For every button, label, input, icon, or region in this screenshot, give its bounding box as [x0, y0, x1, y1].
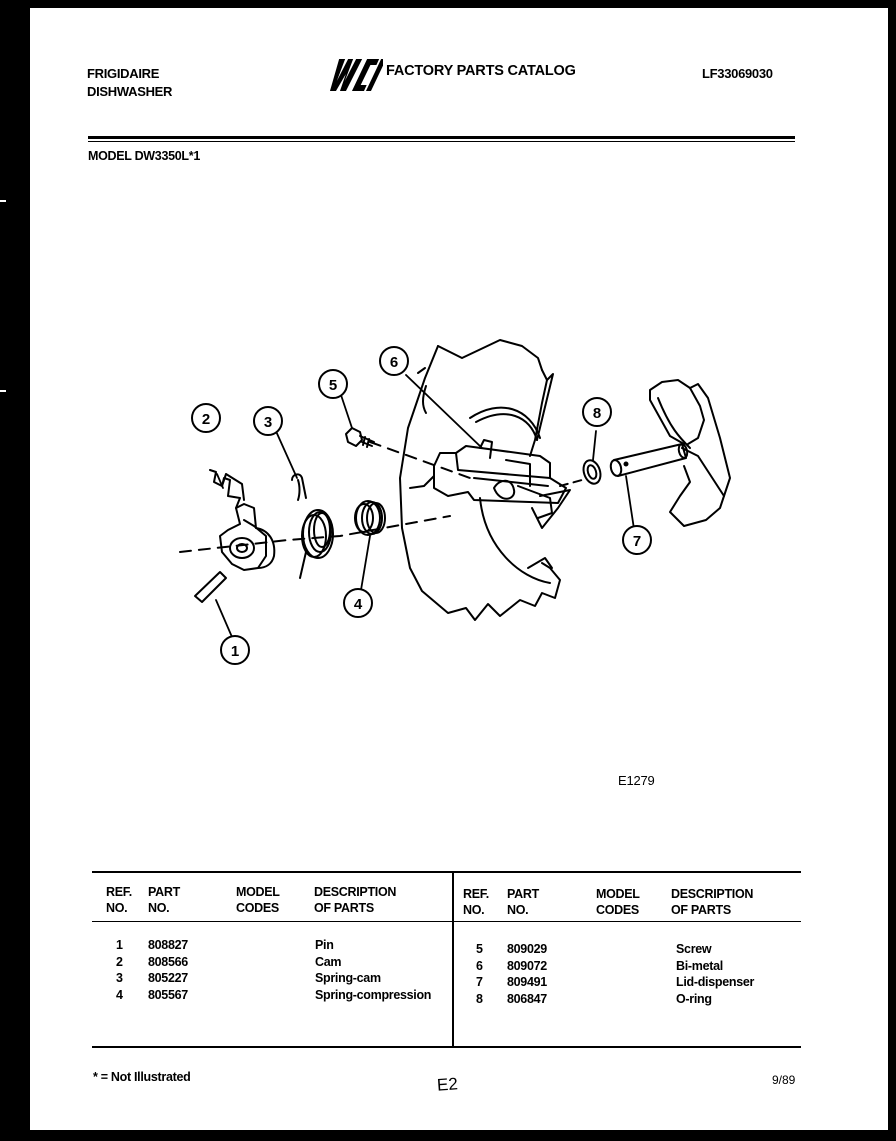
table-cell: 808566 [148, 954, 188, 969]
table-cell: Cam [315, 954, 342, 969]
table-cell: Spring-cam [315, 971, 381, 985]
table-cell: Bi-metal [676, 958, 723, 973]
callout-2 [192, 404, 220, 432]
oring-axis [560, 480, 582, 486]
table-cell: 5 [476, 942, 483, 956]
header-part-left: PART NO. [148, 885, 180, 915]
callouts [192, 347, 651, 664]
header-desc-left: DESCRIPTION OF PARTS [314, 885, 397, 915]
leader-4 [361, 536, 370, 590]
callout-3 [254, 407, 282, 435]
table-cell: O-ring [676, 991, 712, 1006]
page-number: E2 [436, 1074, 459, 1095]
table-cell: 808827 [148, 938, 188, 952]
leader-1 [216, 600, 232, 637]
callout-5 [319, 370, 347, 398]
bi-metal-part [410, 440, 570, 528]
exploded-parts-diagram [30, 8, 888, 768]
table-cell: 4 [116, 987, 123, 1002]
table-cell: 1 [116, 938, 123, 952]
brand-line-2: DISHWASHER [87, 84, 173, 99]
leader-8 [593, 431, 596, 460]
table-cell: 8 [476, 991, 483, 1006]
header-ref-left: REF. NO. [106, 885, 132, 915]
table-cell: Lid-dispenser [676, 975, 755, 989]
catalog-page [30, 8, 888, 1130]
right-part-column [507, 941, 547, 1007]
table-center-divider [452, 872, 454, 1047]
callout-3-label: 3 [263, 414, 273, 431]
callout-4 [344, 589, 372, 617]
brand-line-1: FRIGIDAIRE [87, 66, 160, 81]
compression-spring-part [355, 501, 385, 535]
cam-part [210, 470, 274, 570]
header-model-right: MODEL CODES [596, 887, 640, 917]
screw-axis [370, 442, 470, 478]
table-cell: 809491 [507, 975, 547, 989]
header-part-right: PART NO. [507, 887, 539, 917]
table-cell: 805227 [148, 971, 188, 985]
callout-1-label: 1 [230, 643, 240, 660]
table-cell: Pin [315, 938, 334, 952]
revision-date: 9/89 [772, 1073, 796, 1087]
table-bottom-rule [92, 1046, 801, 1048]
callout-5-label: 5 [328, 377, 338, 394]
callout-7-label: 7 [632, 533, 642, 550]
o-ring-part [581, 458, 604, 486]
dispenser-housing [400, 340, 560, 620]
callout-4-label: 4 [353, 596, 363, 613]
table-cell: 806847 [507, 991, 547, 1006]
leader-7 [626, 476, 634, 529]
model-number: MODEL DW3350L*1 [88, 149, 200, 163]
leader-3 [275, 429, 297, 478]
table-cell: 7 [476, 975, 483, 989]
left-part-column [148, 937, 188, 1003]
table-cell: 809029 [507, 942, 547, 956]
callout-8 [583, 398, 611, 426]
scan-mark [0, 200, 6, 202]
header-model-left: MODEL CODES [236, 885, 280, 915]
catalog-number: LF33069030 [702, 66, 773, 81]
right-ref-column [476, 941, 483, 1007]
callout-7 [623, 526, 651, 554]
right-desc-column [676, 941, 754, 1007]
left-ref-column [116, 937, 123, 1003]
table-cell: 3 [116, 971, 123, 985]
left-desc-column [315, 937, 431, 1003]
table-cell: 2 [116, 954, 123, 969]
table-cell: Screw [676, 942, 712, 956]
leader-5 [341, 395, 352, 428]
callout-1 [221, 636, 249, 664]
not-illustrated-note: * = Not Illustrated [93, 1070, 191, 1084]
header-desc-right: DESCRIPTION OF PARTS [671, 887, 754, 917]
pin-part [195, 572, 226, 602]
cam-spring-part [292, 474, 333, 578]
callout-8-label: 8 [592, 405, 602, 422]
callout-6 [380, 347, 408, 375]
table-cell: 6 [476, 958, 483, 973]
catalog-title: FACTORY PARTS CATALOG [386, 63, 576, 79]
table-cell: Spring-compression [315, 987, 432, 1002]
leader-6 [406, 375, 482, 448]
callout-6-label: 6 [389, 354, 399, 371]
table-top-rule [92, 871, 801, 873]
figure-code: E1279 [618, 773, 655, 788]
scan-mark [0, 390, 6, 392]
table-cell: 809072 [507, 958, 547, 973]
table-cell: 805567 [148, 987, 188, 1002]
header-ref-right: REF. NO. [463, 887, 489, 917]
table-header-rule [92, 921, 801, 922]
callout-2-label: 2 [201, 411, 211, 428]
lid-dispenser-part [609, 380, 730, 526]
screw-part [346, 428, 374, 447]
